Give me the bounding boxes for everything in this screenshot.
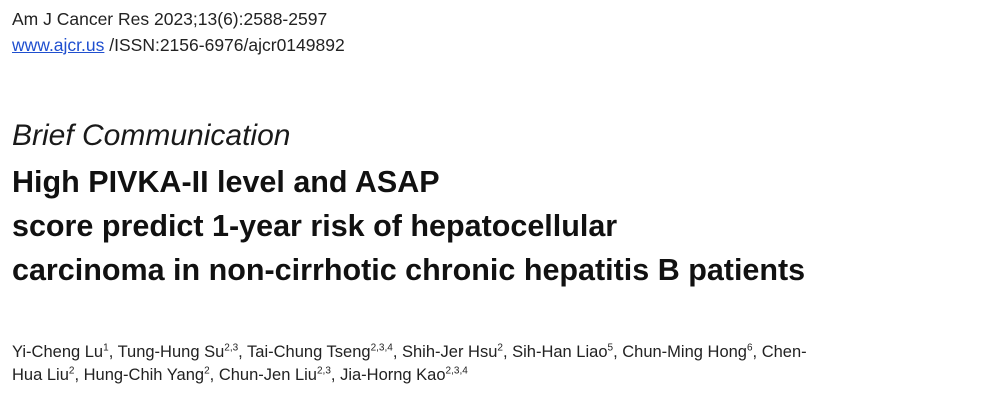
journal-citation-block [12,6,345,58]
author-affiliation: 6 [746,342,753,354]
article-title-line: High PIVKA-II level and ASAP [12,165,440,199]
author-name: Sih-Han Liao [512,343,608,361]
author-affiliation: 5 [607,342,614,354]
author-separator: , [108,343,118,361]
author-list [12,341,992,387]
author-name: Hua Liu [12,366,69,384]
article-title [12,160,805,292]
author-name: Yi-Cheng Lu [12,343,104,361]
journal-website-link[interactable]: www.ajcr.us [12,35,105,55]
author-separator: , [209,366,219,384]
author-separator: , [752,343,762,361]
author-name: Tai-Chung Tseng [247,343,371,361]
journal-url-line [12,32,345,58]
article-title-line: score predict 1-year risk of hepatocellular [12,209,618,243]
author-separator: , [238,343,248,361]
author-affiliation: 2,3 [224,342,239,354]
issn-text: /ISSN:2156-6976/ajcr0149892 [104,35,345,55]
author-affiliation: 1 [103,342,109,354]
author-name: Tung-Hung Su [117,343,225,361]
author-affiliation: 2 [204,365,210,377]
author-separator: , [613,343,623,361]
article-type: Brief Communication [12,119,291,152]
author-affiliation: 2,3,4 [445,365,468,377]
author-name: Hung-Chih Yang [83,366,205,384]
author-affiliation: 2,3 [316,365,331,377]
author-affiliation: 2 [497,342,503,354]
author-affiliation: 2 [68,365,75,377]
author-name: Shih-Jer Hsu [402,343,498,361]
author-name: Chun-Jen Liu [218,366,317,384]
author-line [12,364,992,387]
author-name: Chen- [761,343,807,361]
author-line [12,341,992,364]
author-name: Jia-Horng Kao [340,366,446,384]
author-separator: , [330,366,341,384]
journal-citation: Am J Cancer Res 2023;13(6):2588-2597 [12,9,328,29]
author-separator: , [502,343,513,361]
author-name: Chun-Ming Hong [622,343,747,361]
author-affiliation: 2,3,4 [370,342,393,354]
article-title-line: carcinoma in non-cirrhotic chronic hepatitis B patients [12,253,806,287]
author-separator: , [392,343,402,361]
author-separator: , [74,366,84,384]
